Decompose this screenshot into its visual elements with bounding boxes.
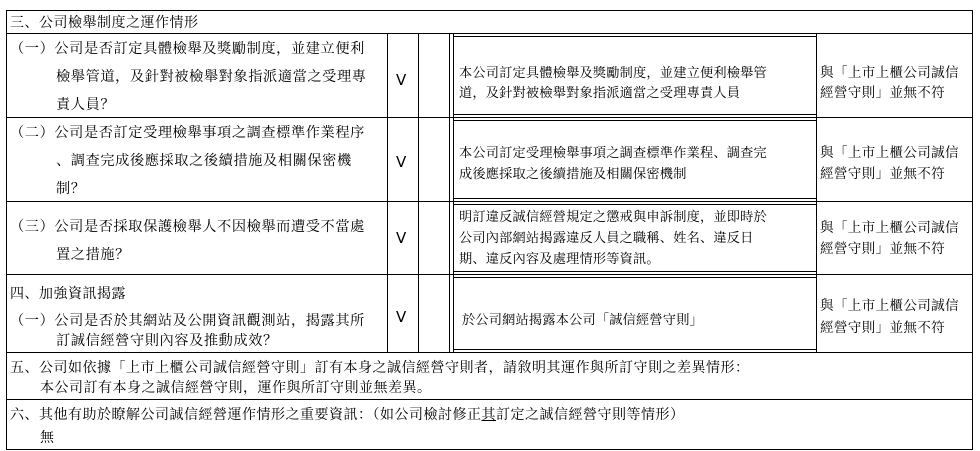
comparison-text: 與「上市上櫃公司誠信 bbox=[820, 145, 959, 161]
comparison-text: 經營守則」並無不符 bbox=[820, 166, 946, 182]
rule-left bbox=[6, 10, 7, 450]
rule-top bbox=[6, 10, 973, 11]
description-text: 公司內部網站揭露違反人員之職稱、姓名、違反日 bbox=[459, 231, 754, 246]
question-text: 制？ bbox=[56, 181, 86, 197]
question-text: （二）公司是否訂定受理檢舉事項之調查標準作業程序 bbox=[10, 125, 365, 141]
yes-check-mark: V bbox=[396, 229, 407, 247]
question-text: 置之措施？ bbox=[56, 247, 130, 263]
rule-row2-top bbox=[6, 117, 973, 118]
question-text: 檢舉管道，及針對被檢舉對象指派適當之受理專 bbox=[56, 69, 367, 85]
section4-title: 四、加強資訊揭露 bbox=[10, 286, 126, 302]
description-text: 明訂違反誠信經營規定之懲戒與申訴制度，並即時於 bbox=[459, 210, 767, 225]
comparison-text: 經營守則」並無不符 bbox=[820, 85, 946, 101]
rule-col-desc-b bbox=[816, 33, 817, 353]
description-text: 成後應採取之後續措施及相關保密機制 bbox=[459, 167, 687, 182]
rule-col-question bbox=[387, 33, 388, 353]
question-text: （一）公司是否訂定具體檢舉及獎勵制度，並建立便利 bbox=[10, 41, 365, 57]
rule-row2-top-inner bbox=[453, 120, 816, 121]
rule-right bbox=[972, 10, 973, 450]
rule-row4-top bbox=[6, 274, 973, 275]
yes-check-mark: V bbox=[396, 308, 407, 326]
rule-row1-top bbox=[6, 33, 973, 34]
question-text: （一）公司是否於其網站及公開資訊觀測站，揭露其所 bbox=[10, 313, 365, 329]
rule-col-check bbox=[418, 33, 419, 353]
description-text: 期、違反內容及處理情形等資訊。 bbox=[459, 252, 660, 267]
rule-col-desc-a bbox=[453, 33, 454, 353]
rule-row2-bot-inner bbox=[453, 198, 816, 199]
comparison-text: 經營守則」並無不符 bbox=[820, 241, 946, 257]
rule-row3-top-inner bbox=[453, 204, 816, 205]
section6-heading-underlined: 其 bbox=[481, 407, 496, 423]
comparison-text: 與「上市上櫃公司誠信 bbox=[820, 65, 959, 81]
question-text: 、調查完成後應採取之後續措施及相關保密機 bbox=[56, 153, 352, 169]
question-text: 訂誠信經營守則內容及推動成效？ bbox=[56, 333, 278, 349]
section6-heading-pre: 六、其他有助於瞭解公司誠信經營運作情形之重要資訊：（如公司檢討修正 bbox=[10, 407, 482, 423]
description-text: 本公司訂定具體檢舉及獎勵制度，並建立便利檢舉管 bbox=[459, 66, 767, 81]
section3-title: 三、公司檢舉制度之運作情形 bbox=[10, 15, 199, 31]
rule-row3-bot-inner bbox=[453, 271, 816, 272]
rule-row3-top bbox=[6, 201, 973, 202]
rule-row1-bot-inner bbox=[453, 114, 816, 115]
rule-sec6-top bbox=[6, 399, 973, 400]
section6-heading bbox=[10, 408, 685, 422]
rule-bottom bbox=[6, 449, 973, 450]
comparison-text: 與「上市上櫃公司誠信 bbox=[820, 220, 959, 236]
rule-row4-top-inner bbox=[453, 277, 816, 278]
section5-heading: 五、公司如依據「上市上櫃公司誠信經營守則」訂有本身之誠信經營守則者，請敘明其運作與所訂守則之差異情形： bbox=[10, 360, 750, 376]
section6-answer: 無 bbox=[40, 430, 55, 446]
section5-answer: 本公司訂有本身之誠信經營守則，運作與所訂守則並無差異。 bbox=[40, 380, 432, 396]
description-text: 本公司訂定受理檢舉事項之調查標準作業程、調查完 bbox=[459, 146, 767, 161]
comparison-text: 經營守則」並無不符 bbox=[820, 320, 946, 336]
description-text: 道，及針對被檢舉對象指派適當之受理專責人員 bbox=[459, 86, 741, 101]
comparison-text: 與「上市上櫃公司誠信 bbox=[820, 298, 959, 314]
question-text: （三）公司是否採取保護檢舉人不因檢舉而遭受不當處 bbox=[10, 219, 365, 235]
rule-row4-bot-inner bbox=[453, 349, 816, 350]
rule-col-no bbox=[449, 33, 450, 353]
question-text: 責人員？ bbox=[56, 97, 116, 113]
section6-heading-post: 訂定之誠信經營守則等情形） bbox=[496, 407, 685, 423]
description-text: 於公司網站揭露本公司「誠信經營守則」 bbox=[462, 313, 703, 328]
yes-check-mark: V bbox=[396, 153, 407, 171]
rule-sec5-top bbox=[6, 352, 973, 353]
yes-check-mark: V bbox=[396, 71, 407, 89]
rule-row1-top-inner bbox=[453, 36, 816, 37]
